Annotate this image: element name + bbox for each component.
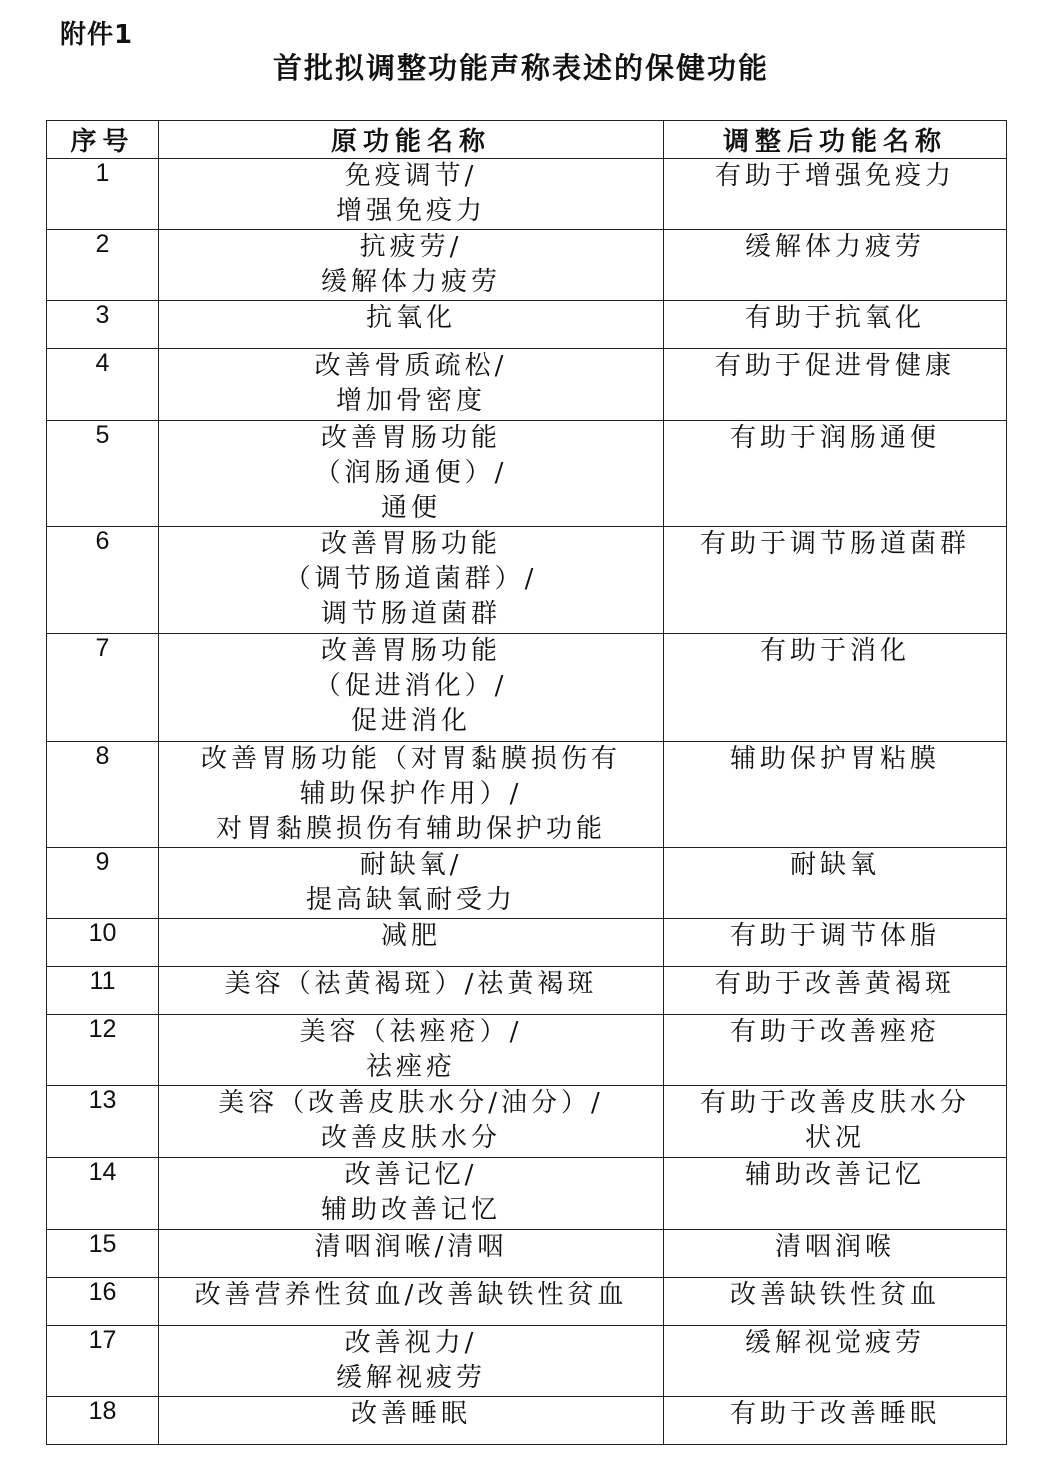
original-function-cell	[159, 1326, 664, 1397]
adjusted-function-cell	[664, 967, 1007, 1015]
adjusted-function-line: 清咽润喉	[774, 1232, 895, 1262]
adjusted-function-line: 辅助保护胃粘膜	[729, 744, 940, 774]
adjusted-function-line: 有助于调节体脂	[729, 921, 940, 951]
adjusted-function-line: 缓解体力疲劳	[744, 232, 925, 262]
row-index: 18	[47, 1397, 159, 1445]
table-header-row	[47, 121, 1007, 159]
original-function-line: 提高缺氧耐受力	[305, 885, 516, 915]
table-row	[47, 1326, 1007, 1397]
adjusted-function-line: 有助于改善黄褐斑	[714, 969, 955, 999]
adjusted-function-cell	[664, 1086, 1007, 1158]
adjusted-function-line: 有助于改善痤疮	[729, 1017, 940, 1047]
table-row	[47, 967, 1007, 1015]
adjusted-function-cell	[664, 634, 1007, 742]
original-function-cell	[159, 159, 664, 230]
original-function-line: 改善胃肠功能	[320, 529, 501, 559]
adjusted-function-cell	[664, 742, 1007, 848]
original-function-cell	[159, 1158, 664, 1230]
health-function-table	[46, 120, 1007, 1445]
original-function-line: 改善胃肠功能	[320, 636, 501, 666]
original-function-line: 对胃黏膜损伤有辅助保护功能	[215, 814, 606, 844]
table-row	[47, 349, 1007, 421]
adjusted-function-line: 改善缺铁性贫血	[729, 1280, 940, 1310]
row-index: 12	[47, 1015, 159, 1086]
adjusted-function-cell	[664, 301, 1007, 349]
original-function-cell	[159, 1278, 664, 1326]
adjusted-function-line: 状况	[804, 1123, 865, 1153]
table-row	[47, 634, 1007, 742]
table-row	[47, 527, 1007, 634]
original-function-line: 改善骨质疏松/	[314, 351, 508, 381]
original-function-line: （促进消化）/	[314, 671, 508, 701]
row-index: 14	[47, 1158, 159, 1230]
original-function-cell	[159, 230, 664, 301]
original-function-cell	[159, 1230, 664, 1278]
header-original-name: 原功能名称	[159, 121, 664, 159]
original-function-line: （调节肠道菌群）/	[284, 564, 538, 594]
adjusted-function-line: 有助于改善睡眠	[729, 1399, 940, 1429]
original-function-cell	[159, 349, 664, 421]
original-function-line: 通便	[380, 493, 441, 523]
table-row	[47, 1158, 1007, 1230]
adjusted-function-cell	[664, 1015, 1007, 1086]
adjusted-function-cell	[664, 349, 1007, 421]
original-function-cell	[159, 301, 664, 349]
adjusted-function-line: 有助于促进骨健康	[714, 351, 955, 381]
original-function-cell	[159, 919, 664, 967]
adjusted-function-line: 有助于消化	[759, 636, 910, 666]
adjusted-function-line: 有助于抗氧化	[744, 303, 925, 333]
adjusted-function-line: 有助于调节肠道菌群	[699, 529, 970, 559]
original-function-line: 改善视力/	[344, 1328, 478, 1358]
table-row	[47, 230, 1007, 301]
original-function-cell	[159, 1086, 664, 1158]
original-function-line: 改善胃肠功能（对胃黏膜损伤有	[200, 744, 621, 774]
row-index: 10	[47, 919, 159, 967]
original-function-line: 祛痤疮	[365, 1052, 456, 1082]
row-index: 6	[47, 527, 159, 634]
row-index: 13	[47, 1086, 159, 1158]
row-index: 11	[47, 967, 159, 1015]
adjusted-function-cell	[664, 1158, 1007, 1230]
row-index: 3	[47, 301, 159, 349]
header-adjusted-name: 调整后功能名称	[664, 121, 1007, 159]
original-function-cell	[159, 1015, 664, 1086]
original-function-line: 辅助保护作用）/	[299, 779, 523, 809]
adjusted-function-cell	[664, 230, 1007, 301]
original-function-line: 美容（祛黄褐斑）/祛黄褐斑	[224, 969, 598, 999]
original-function-line: 增强免疫力	[335, 196, 486, 226]
original-function-line: 美容（改善皮肤水分/油分）/	[218, 1088, 604, 1118]
original-function-line: 调节肠道菌群	[320, 599, 501, 629]
adjusted-function-cell	[664, 421, 1007, 527]
original-function-line: 改善皮肤水分	[320, 1123, 501, 1153]
table-row	[47, 919, 1007, 967]
original-function-line: 美容（祛痤疮）/	[299, 1017, 523, 1047]
original-function-line: 免疫调节/	[344, 161, 478, 191]
row-index: 8	[47, 742, 159, 848]
table-row	[47, 1278, 1007, 1326]
table-row	[47, 1230, 1007, 1278]
original-function-cell	[159, 1397, 664, 1445]
adjusted-function-line: 耐缺氧	[789, 850, 880, 880]
adjusted-function-cell	[664, 848, 1007, 919]
original-function-line: 减肥	[380, 921, 441, 951]
adjusted-function-cell	[664, 1326, 1007, 1397]
adjusted-function-cell	[664, 1397, 1007, 1445]
original-function-cell	[159, 527, 664, 634]
table-row	[47, 159, 1007, 230]
row-index: 17	[47, 1326, 159, 1397]
original-function-line: 抗疲劳/	[359, 232, 463, 262]
row-index: 16	[47, 1278, 159, 1326]
table-row	[47, 1015, 1007, 1086]
table-row	[47, 301, 1007, 349]
original-function-line: （润肠通便）/	[314, 458, 508, 488]
adjusted-function-line: 有助于增强免疫力	[714, 161, 955, 191]
original-function-line: 改善记忆/	[344, 1160, 478, 1190]
original-function-line: 缓解体力疲劳	[320, 267, 501, 297]
adjusted-function-line: 缓解视觉疲劳	[744, 1328, 925, 1358]
original-function-line: 改善睡眠	[350, 1399, 471, 1429]
adjusted-function-line: 有助于润肠通便	[729, 423, 940, 453]
row-index: 7	[47, 634, 159, 742]
table-row	[47, 848, 1007, 919]
row-index: 9	[47, 848, 159, 919]
row-index: 4	[47, 349, 159, 421]
table-row	[47, 742, 1007, 848]
adjusted-function-cell	[664, 527, 1007, 634]
document-title: 首批拟调整功能声称表述的保健功能	[272, 51, 769, 85]
attachment-label: 附件1	[60, 20, 134, 50]
row-index: 2	[47, 230, 159, 301]
original-function-cell	[159, 634, 664, 742]
header-index: 序号	[47, 121, 159, 159]
original-function-line: 耐缺氧/	[359, 850, 463, 880]
original-function-cell	[159, 967, 664, 1015]
row-index: 1	[47, 159, 159, 230]
adjusted-function-line: 有助于改善皮肤水分	[699, 1088, 970, 1118]
table-body	[47, 159, 1007, 1445]
adjusted-function-cell	[664, 159, 1007, 230]
original-function-line: 促进消化	[350, 706, 471, 736]
original-function-line: 清咽润喉/清咽	[314, 1232, 508, 1262]
row-index: 5	[47, 421, 159, 527]
table-row	[47, 1397, 1007, 1445]
table-row	[47, 421, 1007, 527]
original-function-cell	[159, 742, 664, 848]
original-function-line: 抗氧化	[365, 303, 456, 333]
original-function-line: 辅助改善记忆	[320, 1195, 501, 1225]
original-function-line: 缓解视疲劳	[335, 1363, 486, 1393]
original-function-cell	[159, 421, 664, 527]
original-function-cell	[159, 848, 664, 919]
adjusted-function-cell	[664, 1230, 1007, 1278]
table-row	[47, 1086, 1007, 1158]
adjusted-function-cell	[664, 919, 1007, 967]
adjusted-function-line: 辅助改善记忆	[744, 1160, 925, 1190]
adjusted-function-cell	[664, 1278, 1007, 1326]
original-function-line: 改善营养性贫血/改善缺铁性贫血	[194, 1280, 628, 1310]
row-index: 15	[47, 1230, 159, 1278]
original-function-line: 增加骨密度	[335, 386, 486, 416]
original-function-line: 改善胃肠功能	[320, 423, 501, 453]
